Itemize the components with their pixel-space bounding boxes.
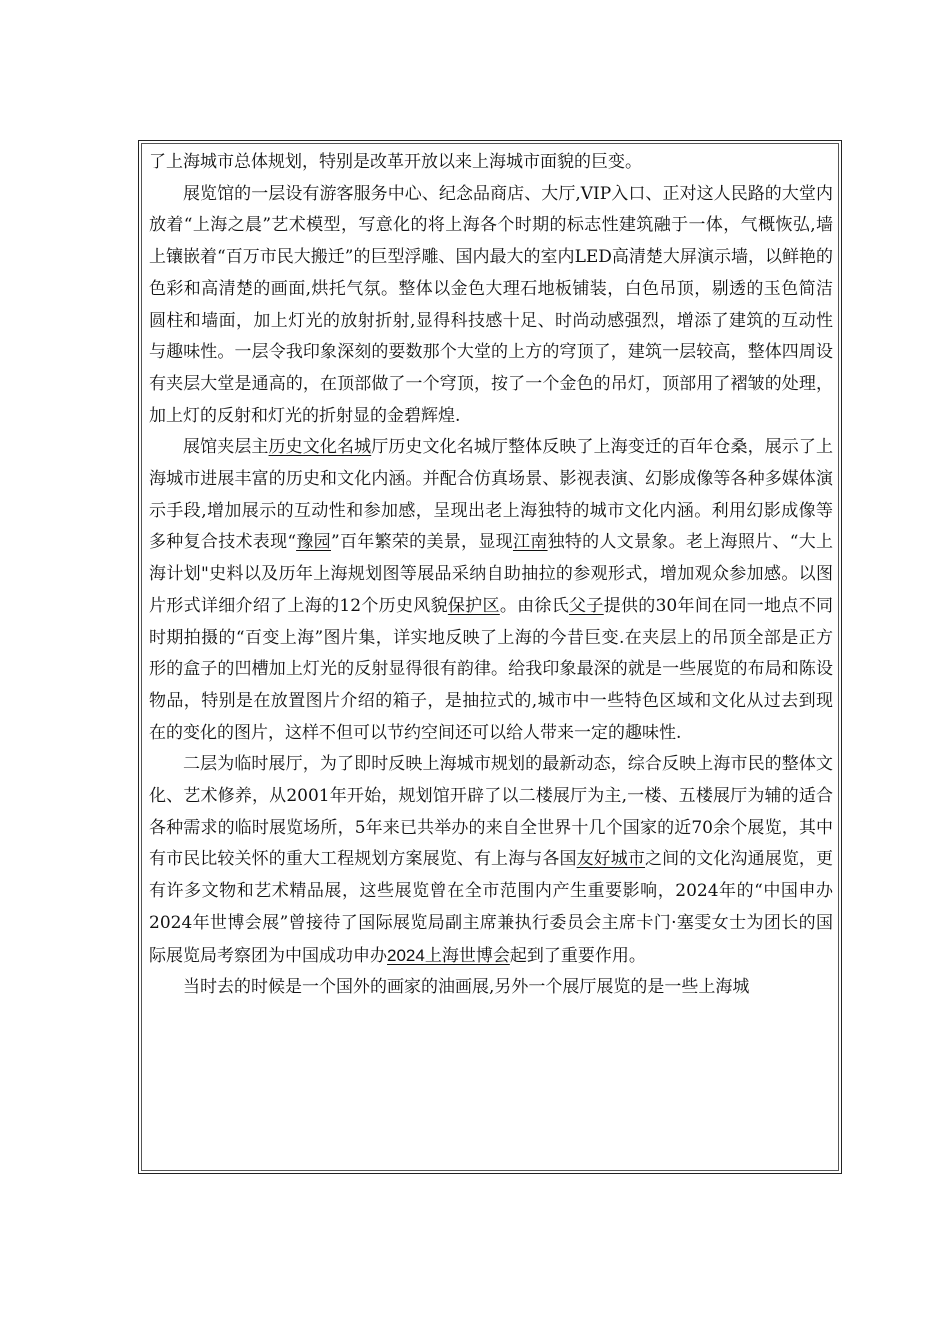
- document-frame: [138, 140, 842, 1174]
- text-run: 了上海城市总体规划，特别是改革开放以来上海城市面貌的巨变。: [149, 152, 642, 172]
- text-run: ”百年繁荣的美景，显现: [330, 532, 513, 553]
- text-run: 当时去的时候是一个国外的画家的油画展,另外一个展厅展览的是一些上海城: [183, 977, 750, 998]
- text-run: 厅历史文化名城厅整体反映了上海变迁的百年仓桑，展示了上海城市进展丰富的历史和文化内涵。并配合仿真场景、影视表演、幻影成像等各种多媒体演示手段,增加展示的互动性和参加感，呈现出老上海独特的城市文化内涵。利用幻影成像等多种复合技术表现“: [149, 437, 834, 553]
- hyperlink[interactable]: 父子: [569, 595, 604, 616]
- text-run: 独特的人文景象。老上海照片、“大上海计划"史料以及历年上海规划图等展品采纳自助抽拉的参观形式，增加观众参加感。以图片形式详细介绍了上海的12个历史风貌: [149, 532, 834, 616]
- hyperlink[interactable]: 豫园: [296, 532, 331, 553]
- paragraph: [149, 179, 833, 433]
- text-run: 展馆夹层主: [183, 437, 269, 458]
- text-run: 之间的文化沟通展览，更有许多文物和艺术精品展，这些展览曾在全市范围内产生重要影响，2024年的“中国申办2024年世博会展”曾接待了国际展览局副主席兼执行委员会主席卡门·塞雯女士为团长的国际展览局考察团为中国成功申办: [149, 849, 834, 966]
- hyperlink[interactable]: 保护区: [447, 595, 500, 616]
- document-body: [149, 147, 833, 1004]
- text-run: 展览馆的一层设有游客服务中心、纪念品商店、大厅,VIP入口、正对这人民路的大堂内放着“上海之晨”艺术模型，写意化的将上海各个时期的标志性建筑融于一体，气概恢弘,墙上镶嵌着“百万市民大搬迁”的巨型浮雕、国内最大的室内LED高清楚大屏演示墙，以鲜艳的色彩和高清楚的画面,烘托气氛。整体以金色大理石地板铺装，白色吊顶，剔透的玉色简洁圆柱和墙面，加上灯光的放射折射,显得科技感十足、时尚动感强烈，增添了建筑的互动性与趣味性。一层令我印象深刻的要数那个大堂的上方的穹顶了，建筑一层较高，整体四周设有夹层大堂是通高的，在顶部做了一个穹顶，按了一个金色的吊灯，顶部用了褶皱的处理，加上灯的反射和灯光的折射显的金碧辉煌.: [149, 183, 833, 426]
- text-run: 二层为临时展厅，为了即时反映上海城市规划的最新动态，综合反映上海市民的整体文化、艺术修养，从2001年开始，规划馆开辟了以二楼展厅为主,一楼、五楼展厅为辅的适合各种需求的临时展览场所，5年来已共举办的来自全世界十几个国家的近70余个展览，其中有市民比较关怀的重大工程规划方案展览、有上海与各国: [149, 754, 833, 870]
- hyperlink[interactable]: 历史文化名城: [268, 437, 372, 458]
- paragraph: [149, 432, 833, 749]
- hyperlink[interactable]: 友好城市: [576, 849, 645, 870]
- text-run: 。由徐氏: [499, 595, 570, 616]
- text-run: 提供的30年间在同一地点不同时期拍摄的“百变上海”图片集，详实地反映了上海的今昔巨变.在夹层上的吊顶全部是正方形的盒子的凹槽加上灯光的反射显得很有韵律。给我印象最深的就是一些展览的布局和陈设物品，特别是在放置图片介绍的箱子，是抽拉式的,城市中一些特色区域和文化从过去到现在的变化的图片，这样不但可以节约空间还可以给人带来一定的趣味性.: [149, 595, 834, 743]
- paragraph: [149, 972, 833, 1004]
- paragraph: [149, 749, 833, 972]
- hyperlink[interactable]: 江南: [512, 532, 548, 553]
- paragraph: [149, 147, 833, 179]
- text-run: 起到了重要作用。: [509, 945, 646, 966]
- hyperlink[interactable]: 2024上海世博会: [387, 945, 510, 965]
